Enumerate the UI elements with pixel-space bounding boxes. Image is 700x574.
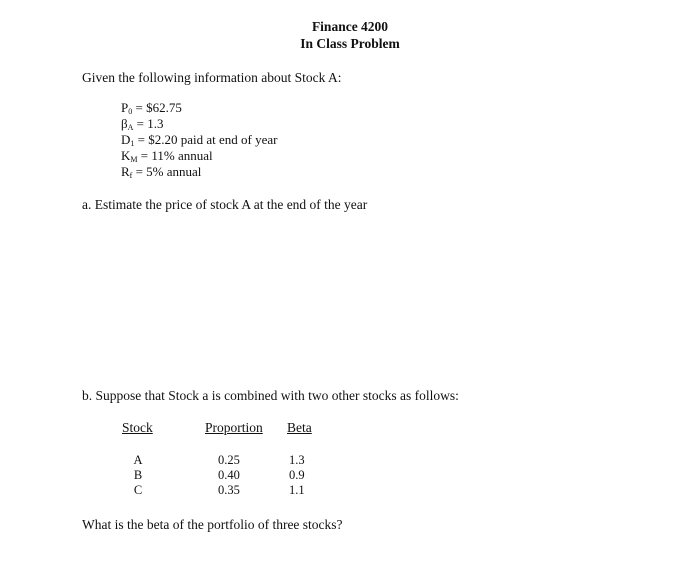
table-cell-stock: B (133, 468, 143, 482)
given-dividend: $D_1$ = $2.20 paid at end of year (121, 132, 278, 148)
table-cell-stock: C (133, 483, 143, 497)
intro-text: Given the following information about Stock A: (82, 70, 342, 85)
table-cell-beta: 0.9 (289, 468, 305, 482)
sheet-subtitle: In Class Problem (300, 36, 400, 51)
given-risk-free-rate: $R_f = 5\%$ annual (121, 164, 202, 180)
question-portfolio-beta: What is the beta of the portfolio of three stocks? (82, 517, 343, 532)
table-cell-proportion: 0.40 (218, 468, 240, 482)
table-cell-beta: 1.3 (289, 453, 305, 467)
question-b: b. Suppose that Stock a is combined with two other stocks as follows: (82, 388, 459, 403)
given-market-return: $K_M = 11\%$ annual (121, 148, 213, 164)
table-cell-stock: A (133, 453, 143, 467)
given-beta: $\beta_A = 1.3$ (121, 116, 164, 132)
table-cell-beta: 1.1 (289, 483, 305, 497)
column-header-stock: Stock (122, 420, 153, 435)
table-cell-proportion: 0.35 (218, 483, 240, 497)
column-header-proportion: Proportion (205, 420, 263, 435)
column-header-beta: Beta (287, 420, 312, 435)
question-a: a. Estimate the price of stock A at the end of the year (82, 197, 368, 212)
table-cell-proportion: 0.25 (218, 453, 240, 467)
given-price: $P_0$ = $62.75 (121, 100, 182, 116)
course-title: Finance 4200 (311, 19, 389, 34)
